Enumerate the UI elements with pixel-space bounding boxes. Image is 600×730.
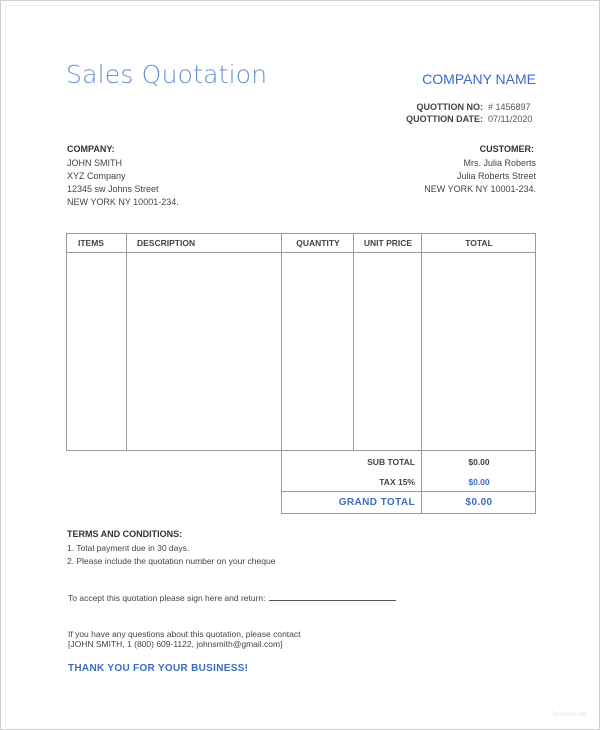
customer-line: Mrs. Julia Roberts [463, 158, 536, 168]
watermark: Template.net [551, 712, 586, 718]
grand-total-label: GRAND TOTAL [338, 497, 415, 508]
column-divider [421, 234, 422, 450]
quotation-number-row [417, 102, 537, 112]
column-header-quantity: QUANTITY [296, 238, 340, 248]
customer-line: NEW YORK NY 10001-234. [424, 184, 536, 194]
tax-label: TAX 15% [379, 477, 415, 487]
signature-line[interactable] [269, 592, 396, 601]
document-title: Sales Quotation [66, 60, 268, 89]
terms-heading: TERMS AND CONDITIONS: [67, 529, 183, 539]
company-heading: COMPANY: [67, 144, 115, 154]
totals-box [281, 450, 536, 514]
terms-item: 1. Total payment due in 30 days. [67, 543, 190, 553]
quotation-date-row [406, 114, 536, 124]
signature-row [68, 592, 396, 603]
column-divider [353, 234, 354, 450]
column-divider [126, 234, 127, 450]
sub-total-value: $0.00 [468, 457, 490, 467]
items-table-header [67, 234, 535, 253]
tax-value: $0.00 [468, 477, 490, 487]
customer-address-block [424, 144, 536, 196]
company-address-block [67, 144, 179, 209]
signature-prompt: To accept this quotation please sign here and return: [68, 593, 266, 603]
contact-line-1: If you have any questions about this quotation, please contact [68, 629, 301, 639]
contact-line-2: [JOHN SMITH, 1 (800) 609-1122, johnsmith@gmail.com] [68, 639, 283, 649]
column-header-items: ITEMS [78, 238, 104, 248]
items-table [66, 233, 536, 451]
column-divider [281, 234, 282, 450]
contact-section [68, 629, 301, 649]
customer-line: Julia Roberts Street [456, 171, 536, 181]
column-header-unit-price: UNIT PRICE [363, 238, 413, 248]
column-header-total: TOTAL [465, 238, 493, 248]
terms-section [67, 529, 275, 568]
customer-heading: CUSTOMER: [479, 144, 534, 154]
sub-total-label: SUB TOTAL [367, 457, 415, 467]
quotation-date-label: QUOTTION DATE: [406, 114, 483, 124]
thank-you-message: THANK YOU FOR YOUR BUSINESS! [68, 663, 249, 674]
company-line: XYZ Company [67, 171, 126, 181]
grand-total-value: $0.00 [465, 497, 493, 508]
company-line: NEW YORK NY 10001-234. [67, 197, 179, 207]
column-header-description: DESCRIPTION [137, 238, 196, 248]
quotation-date-value: 07/11/2020 [488, 114, 533, 124]
company-name-heading: COMPANY NAME [422, 71, 536, 87]
terms-item: 2. Please include the quotation number on your cheque [67, 556, 276, 566]
grand-total-divider [282, 491, 535, 492]
quotation-number-label: QUOTTION NO: [416, 102, 483, 112]
company-line: 12345 sw Johns Street [67, 184, 159, 194]
company-line: JOHN SMITH [67, 158, 122, 168]
quotation-number-value: # 1456897 [488, 102, 531, 112]
